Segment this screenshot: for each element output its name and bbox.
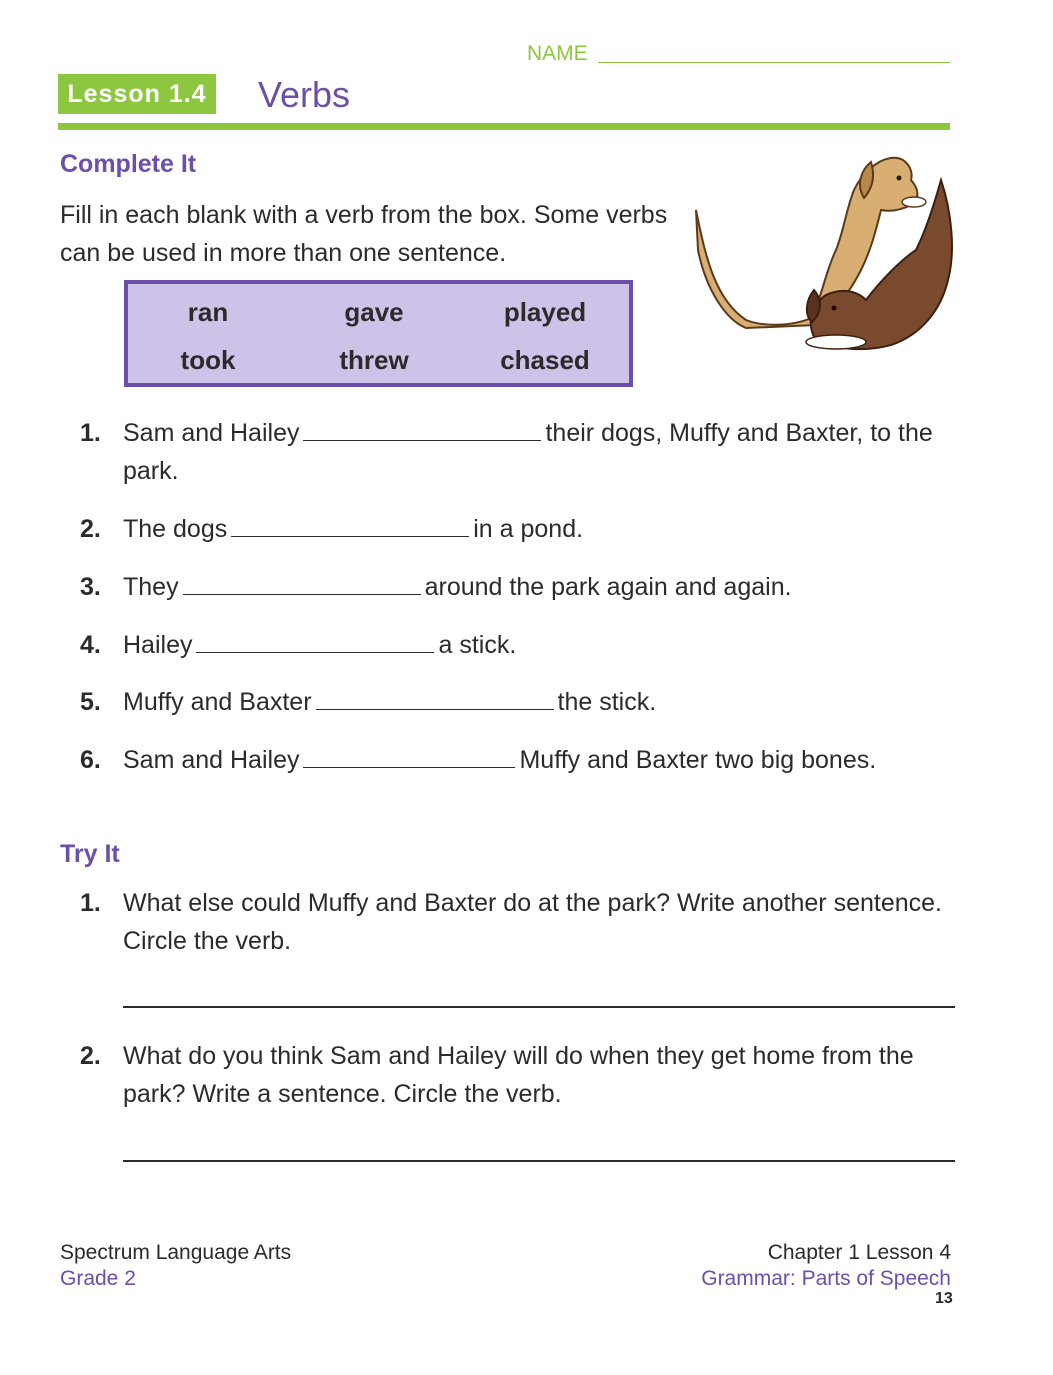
item-text-after: their dogs, Muffy and Baxter, to the park. xyxy=(123,419,933,485)
footer-grade: Grade 2 xyxy=(60,1267,136,1290)
answer-blank[interactable] xyxy=(196,630,434,653)
answer-line[interactable] xyxy=(123,1006,955,1008)
item-text-after: the stick. xyxy=(557,688,657,716)
item-text-before: Sam and Hailey xyxy=(123,419,300,447)
item-text-before: Sam and Hailey xyxy=(123,746,300,774)
word-box xyxy=(124,280,633,387)
answer-line[interactable] xyxy=(123,1160,955,1162)
footer-book-title: Spectrum Language Arts xyxy=(60,1241,292,1264)
item-text-before: Hailey xyxy=(123,631,193,659)
answer-blank[interactable] xyxy=(303,745,515,768)
answer-blank[interactable] xyxy=(303,418,541,441)
answer-blank[interactable] xyxy=(231,514,469,537)
item-text-before: Muffy and Baxter xyxy=(123,688,312,716)
lesson-badge: Lesson 1.4 xyxy=(58,74,216,114)
item-number: 2. xyxy=(80,1042,101,1070)
item-number: 1. xyxy=(80,419,101,447)
word-box-word: ran xyxy=(187,297,229,327)
item-text-before: They xyxy=(123,573,179,601)
list-item xyxy=(80,568,940,608)
dogs-illustration xyxy=(686,150,961,365)
item-text-after: around the park again and again. xyxy=(424,573,792,601)
name-field-line[interactable] xyxy=(598,62,950,63)
complete-it-heading: Complete It xyxy=(60,150,197,178)
item-number: 4. xyxy=(80,631,101,659)
page-number: 13 xyxy=(935,1290,953,1307)
title-divider xyxy=(58,123,950,130)
footer-topic: Grammar: Parts of Speech xyxy=(701,1267,951,1290)
item-number: 6. xyxy=(80,746,101,774)
word-box-word: took xyxy=(180,345,236,375)
page-title: Verbs xyxy=(258,74,351,115)
list-item xyxy=(80,510,940,550)
item-number: 5. xyxy=(80,688,101,716)
item-text-after: in a pond. xyxy=(473,515,584,543)
instructions: Fill in each blank with a verb from the box. Some verbs can be used in more than one sentence. xyxy=(60,201,668,267)
list-item xyxy=(80,884,940,964)
name-label: NAME xyxy=(527,42,588,65)
list-item xyxy=(80,1037,940,1117)
item-text: What do you think Sam and Hailey will do when they get home from the park? Write a sentence. Circle the verb. xyxy=(123,1042,914,1108)
item-number: 3. xyxy=(80,573,101,601)
word-box-word: gave xyxy=(344,297,404,327)
try-it-heading: Try It xyxy=(60,840,120,868)
item-text: What else could Muffy and Baxter do at the park? Write another sentence. Circle the verb. xyxy=(123,889,942,955)
word-box-word: played xyxy=(503,297,587,327)
item-text-before: The dogs xyxy=(123,515,228,543)
word-box-word: chased xyxy=(500,345,590,375)
list-item xyxy=(80,683,940,723)
word-box-word: threw xyxy=(339,345,409,375)
item-text-after: a stick. xyxy=(438,631,517,659)
list-item xyxy=(80,741,940,821)
footer-chapter: Chapter 1 Lesson 4 xyxy=(767,1241,951,1264)
answer-blank[interactable] xyxy=(316,687,554,710)
item-number: 2. xyxy=(80,515,101,543)
list-item xyxy=(80,414,940,494)
item-text-after: Muffy and Baxter two big bones. xyxy=(519,746,877,774)
list-item xyxy=(80,626,940,666)
answer-blank[interactable] xyxy=(183,572,421,595)
item-number: 1. xyxy=(80,889,101,917)
